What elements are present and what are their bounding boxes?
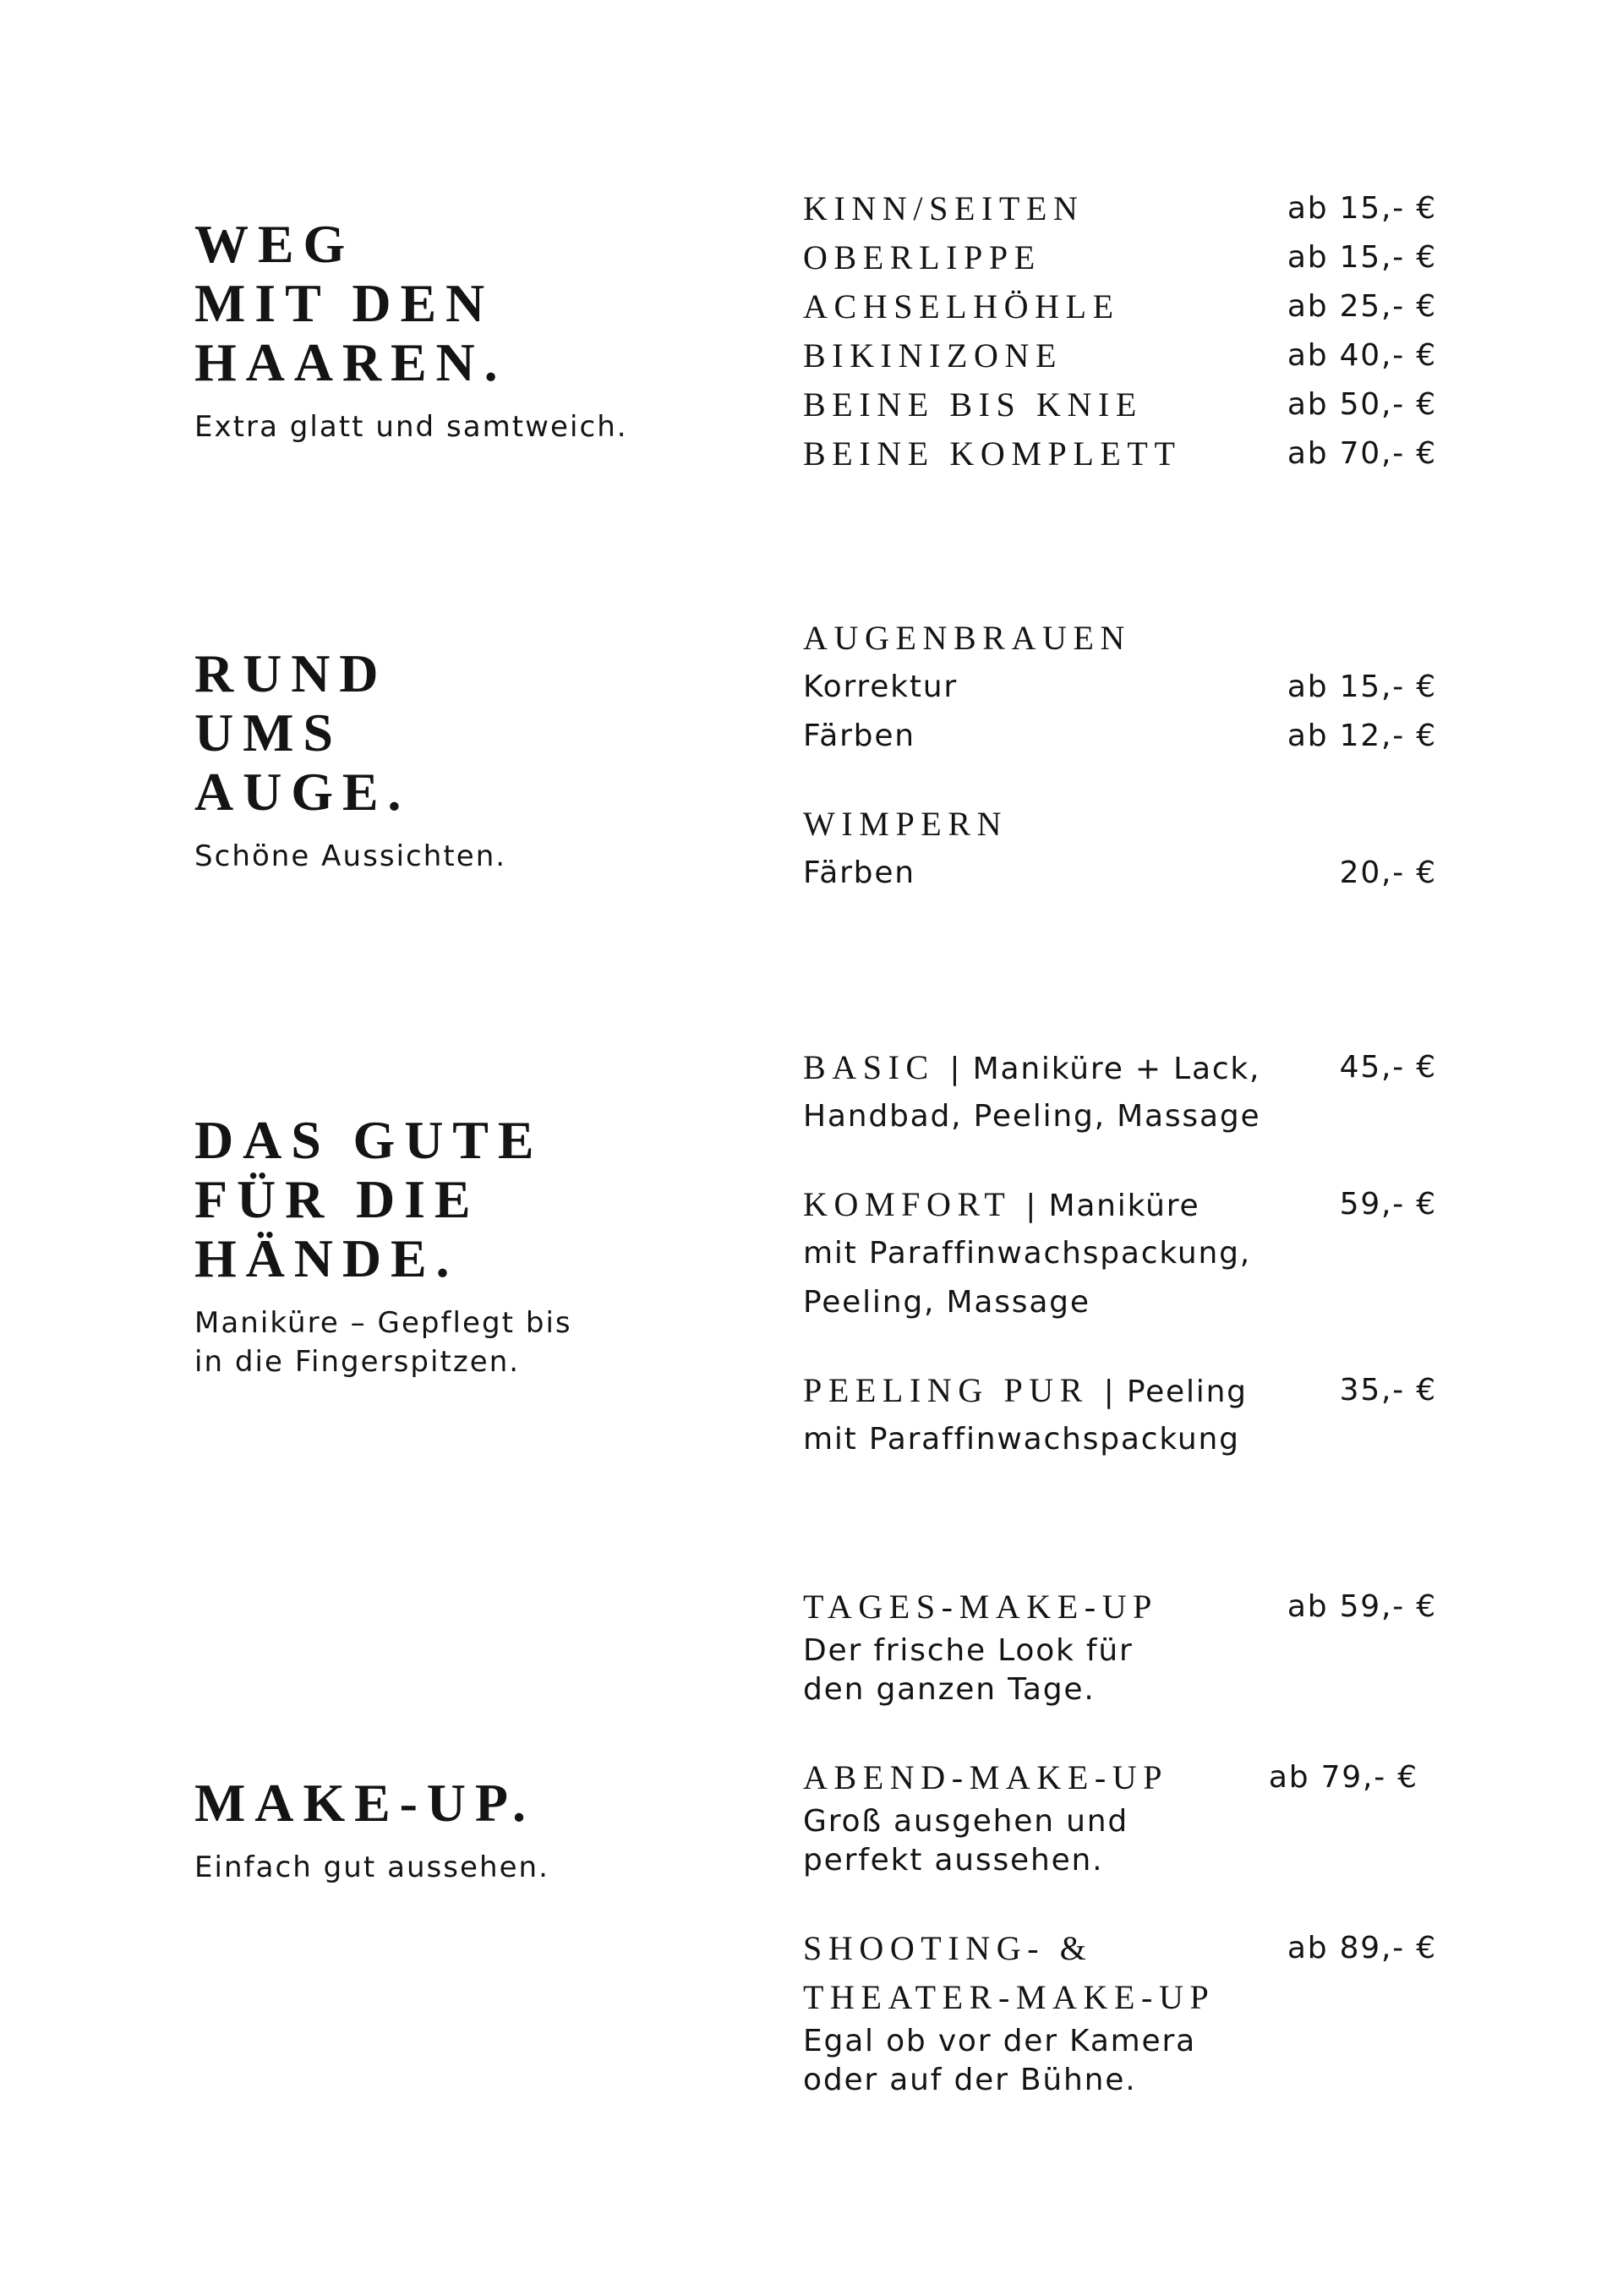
service-name: Färben bbox=[803, 856, 915, 890]
subtitle-line: Extra glatt und samtweich. bbox=[194, 410, 628, 444]
price-list bbox=[803, 1583, 1437, 2100]
group-heading-row bbox=[803, 800, 1437, 849]
service-item bbox=[803, 1180, 1437, 1327]
service-price: ab 40,- € bbox=[1287, 338, 1437, 373]
service-name-wrap bbox=[803, 1043, 1260, 1094]
service-name: TAGES-MAKE-UP bbox=[803, 1588, 1159, 1626]
service-price: ab 15,- € bbox=[1287, 191, 1437, 226]
service-price: 20,- € bbox=[1339, 856, 1437, 890]
service-item bbox=[803, 1924, 1437, 2100]
service-first-line bbox=[803, 1043, 1437, 1092]
subtitle-line: Einfach gut aussehen. bbox=[194, 1850, 549, 1884]
subtitle-line: Schöne Aussichten. bbox=[194, 839, 507, 873]
section-intro bbox=[194, 215, 668, 446]
service-name: OBERLIPPE bbox=[803, 238, 1041, 276]
price-row bbox=[803, 331, 1437, 380]
price-row bbox=[803, 663, 1437, 712]
service-desc-line: Der frische Look für bbox=[803, 1633, 1134, 1668]
price-row bbox=[803, 849, 1437, 898]
section-title bbox=[194, 1774, 668, 1833]
service-first-line bbox=[803, 1583, 1437, 1632]
service-desc-line: mit Paraffinwachspackung bbox=[803, 1422, 1240, 1457]
group-heading: AUGENBRAUEN bbox=[803, 619, 1132, 657]
title-line: RUND bbox=[194, 643, 388, 703]
service-name: ACHSELHÖHLE bbox=[803, 287, 1120, 325]
service-desc-line: Egal ob vor der Kamera bbox=[803, 2024, 1196, 2058]
title-line: MIT DEN bbox=[194, 273, 495, 333]
price-row bbox=[803, 712, 1437, 761]
service-name: BIKINIZONE bbox=[803, 336, 1063, 374]
price-row bbox=[803, 233, 1437, 282]
service-item bbox=[803, 1366, 1437, 1464]
service-desc-line: perfekt aussehen. bbox=[803, 1843, 1104, 1878]
section-intro bbox=[194, 1774, 668, 1887]
section-title bbox=[194, 215, 668, 392]
service-name-wrap bbox=[803, 1366, 1248, 1417]
service-second-line bbox=[803, 1973, 1437, 2022]
service-inline-desc: | Peeling bbox=[1103, 1375, 1248, 1409]
service-price: 35,- € bbox=[1339, 1373, 1437, 1408]
section-intro bbox=[194, 1111, 668, 1381]
section-subtitle bbox=[194, 1848, 668, 1887]
service-item bbox=[803, 1583, 1437, 1709]
price-list bbox=[803, 1043, 1437, 1464]
section-subtitle bbox=[194, 837, 668, 876]
service-price: ab 25,- € bbox=[1287, 289, 1437, 324]
service-price: ab 70,- € bbox=[1287, 436, 1437, 471]
service-desc-line: mit Paraffinwachspackung, bbox=[803, 1236, 1252, 1271]
service-name: BEINE KOMPLETT bbox=[803, 435, 1182, 473]
service-name: KINN/SEITEN bbox=[803, 189, 1085, 227]
service-desc-line: Groß ausgehen und bbox=[803, 1804, 1128, 1839]
service-price: ab 59,- € bbox=[1287, 1589, 1437, 1624]
group-heading-row bbox=[803, 614, 1437, 663]
service-price: ab 79,- € bbox=[1268, 1760, 1418, 1795]
service-name-wrap bbox=[803, 1180, 1200, 1231]
service-first-line bbox=[803, 1180, 1437, 1229]
service-price: ab 89,- € bbox=[1287, 1931, 1437, 1965]
title-line: FÜR DIE bbox=[194, 1169, 480, 1229]
title-line: WEG bbox=[194, 214, 355, 274]
section-subtitle bbox=[194, 1304, 668, 1381]
service-price: ab 15,- € bbox=[1287, 240, 1437, 275]
price-row bbox=[803, 429, 1437, 478]
service-name: Färben bbox=[803, 719, 915, 753]
price-list bbox=[803, 184, 1437, 478]
service-item bbox=[803, 1753, 1437, 1880]
price-row bbox=[803, 282, 1437, 331]
service-desc-line: Handbad, Peeling, Massage bbox=[803, 1099, 1261, 1134]
service-inline-desc: | Maniküre bbox=[1025, 1189, 1200, 1223]
service-price: 45,- € bbox=[1339, 1050, 1437, 1085]
title-line: MAKE-UP. bbox=[194, 1773, 535, 1833]
service-name: KOMFORT bbox=[803, 1185, 1011, 1223]
title-line: AUGE. bbox=[194, 762, 411, 822]
group-heading: WIMPERN bbox=[803, 805, 1008, 843]
service-price: ab 12,- € bbox=[1287, 719, 1437, 753]
service-name: ABEND-MAKE-UP bbox=[803, 1758, 1169, 1796]
section-title bbox=[194, 644, 668, 822]
service-desc-line: den ganzen Tage. bbox=[803, 1672, 1096, 1707]
service-desc-line: Peeling, Massage bbox=[803, 1285, 1090, 1320]
title-line: DAS GUTE bbox=[194, 1110, 544, 1170]
price-row bbox=[803, 184, 1437, 233]
service-price: ab 50,- € bbox=[1287, 387, 1437, 422]
title-line: HÄNDE. bbox=[194, 1228, 459, 1288]
service-desc-line: oder auf der Bühne. bbox=[803, 2063, 1137, 2097]
subtitle-line: in die Fingerspitzen. bbox=[194, 1345, 521, 1379]
service-name: BEINE BIS KNIE bbox=[803, 385, 1143, 424]
title-line: UMS bbox=[194, 702, 342, 763]
service-price: ab 15,- € bbox=[1287, 670, 1437, 704]
service-name: BASIC bbox=[803, 1048, 935, 1086]
price-list bbox=[803, 614, 1437, 898]
section-intro bbox=[194, 644, 668, 876]
service-price: 59,- € bbox=[1339, 1187, 1437, 1222]
service-first-line bbox=[803, 1924, 1437, 1973]
price-row bbox=[803, 380, 1437, 429]
section-title bbox=[194, 1111, 668, 1288]
service-first-line bbox=[803, 1753, 1418, 1802]
service-name: SHOOTING- & bbox=[803, 1929, 1093, 1967]
title-line: HAAREN. bbox=[194, 332, 507, 392]
section-subtitle bbox=[194, 407, 668, 446]
service-name: PEELING PUR bbox=[803, 1371, 1090, 1409]
service-item bbox=[803, 1043, 1437, 1141]
service-name: Korrektur bbox=[803, 670, 958, 704]
service-first-line bbox=[803, 1366, 1437, 1415]
subtitle-line: Maniküre – Gepflegt bis bbox=[194, 1306, 572, 1340]
service-name: THEATER-MAKE-UP bbox=[803, 1978, 1216, 2016]
service-inline-desc: | Maniküre + Lack, bbox=[949, 1052, 1261, 1086]
